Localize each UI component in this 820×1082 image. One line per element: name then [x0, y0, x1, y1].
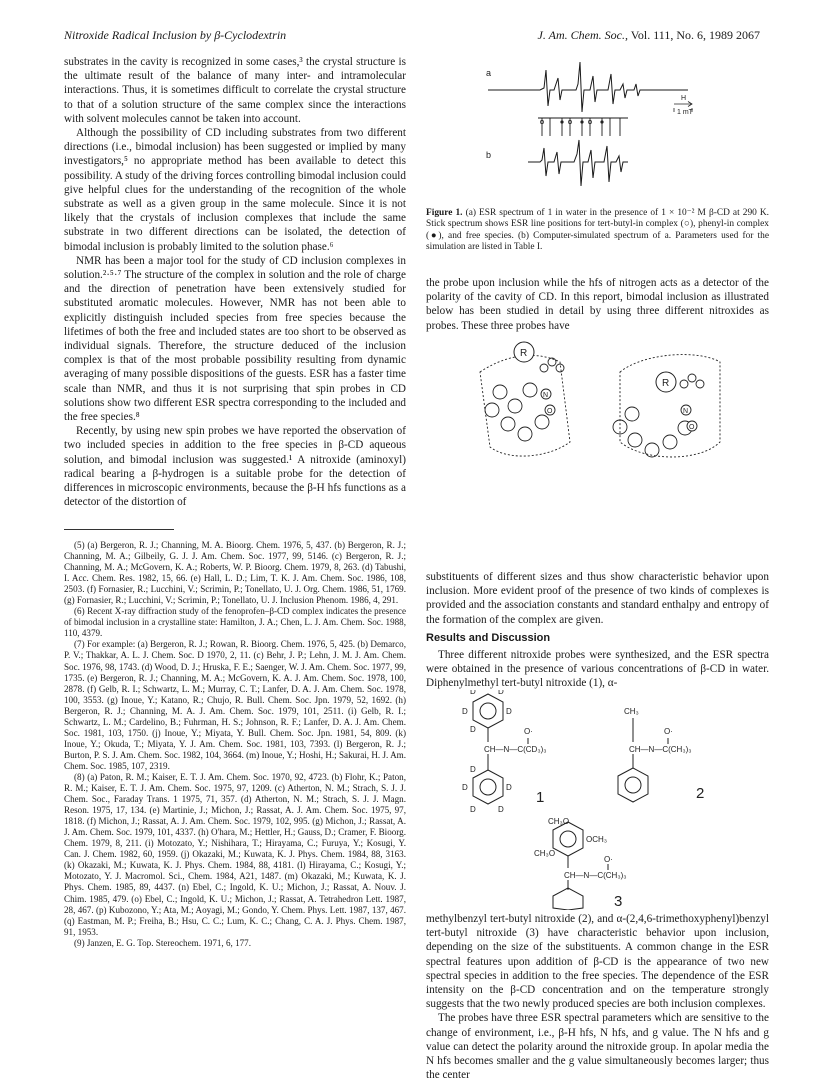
running-header-title: Nitroxide Radical Inclusion by β-Cyclodextrin: [64, 28, 287, 42]
s3-group: CH—N—C(CH₃)₃: [564, 871, 627, 880]
s1-d-10: D: [498, 805, 504, 814]
spectrum-b-trace: [528, 140, 628, 186]
n-label-right: N: [683, 408, 689, 415]
left-column: [64, 55, 406, 510]
figure-1-caption: [426, 208, 769, 254]
s2-group: CH—N—C(CH₃)₃: [629, 745, 692, 754]
n-label-left: N: [543, 392, 549, 399]
s1-d-9: D: [470, 805, 476, 814]
right-paragraph-4-text: The probes have three ESR spectral parameters which are sensitive to the change of environment, i.e., β-H hfs, N hfs, and g value. The N hfs and g value can detect the polarity around the nitroxide group. In apolar media the N hfs becomes smaller and the g value simultaneously becomes larger; thus the center: [426, 1012, 769, 1082]
s1-group: CH—N—C(CD₃)₃: [484, 745, 547, 754]
s1-ring-bottom-circle: [480, 779, 496, 795]
s1-ring-top: [473, 694, 503, 728]
reference-8: (8) (a) Paton, R. M.; Kaiser, E. T. J. Am. Chem. Soc. 1970, 92, 4723. (b) Flohr, K.; Paton, R. M.; Kaiser, E. T. J. Am. Chem. Soc. 1975, 97, 1209. (c) Atherton, N. M.; Strach, S. J. J. Chem. Soc., Faraday Trans. 1 1975, 71, 357. (d) Atherton, N. M.; Strach, S. J. J. Magn. Reson. 1975, 17, 134. (e) Martinie, J.; Michon, J.; Rassat, A. J. Am. Chem. Soc. 1975, 97, 1818. (f) Michon, J.; Rassat, A. J. Am. Chem. Soc. 1979, 102, 995. (g) Michon, J.; Rassat, A. J. Am. Chem. Soc. 1979, 101, 4337. (h) O'hara, M.; Hettler, H.; Gauss, D.; Cramer, F. Bioorg. Chem. 1979, 8, 211. (i) Motozato, Y.; Nishihara, T.; Hirayama, C.; Furuya, Y.; Kosugi, Y. Can. J. Chem. 1982, 60, 1959. (j) Okazaki, M.; Kuwata, K. J. Phys. Chem. 1984, 88, 3163. (k) Okazaki, M.; Kuwata, K. J. Phys. Chem. 1984, 88, 4181. (l) Hirayama, C.; Kosugi, Y.; Motozato, Y. J. Macromol. Sci., Chem. 1984, A21, 1487. (m) Okazaki, M.; Kuwata, K. J. Phys. Chem. 1985, 89, 4437. (n) Ebel, C.; Ingold, K. U.; Michon, J.; Rassat, A. Nouv. J. Chim. 1985, 479. (o) Ebel, C.; Ingold, K. U.; Michon, J.; Rassat, A. Tetrahedron Lett. 1987, 28, 467. (p) Kubozono, Y.; Ata, M.; Aoyagi, M.; Gondo, Y. Chem. Phys. Lett. 1987, 137, 467. (q) Eastman, M. P.; Freiha, B.; Hsu, C. C.; Lum, K. C.; Chang, C. A. J. Phys. Chem. 1987, 91, 1953.: [64, 771, 406, 937]
cyclodextrin-right: [613, 355, 720, 457]
results-section: [426, 632, 769, 691]
s3-och3: OCH₃: [586, 835, 608, 844]
scale-bar-label: 1 mT: [677, 109, 693, 116]
r-label-right: R: [662, 378, 670, 389]
s1-number: 1: [536, 789, 545, 806]
field-axis-label: H: [681, 95, 687, 102]
figure-1-caption-text: (a) ESR spectrum of 1 in water in the presence of 1 × 10⁻² M β-CD at 290 K. Stick spectrum shows ESR line positions for tert-butyl-in complex (○), phenyl-in complex (●), and free species. (b) Computer-simulated spectrum of a. Parameters used for the simulation are listed in Table I.: [426, 208, 770, 253]
s1-d-2: D: [498, 690, 504, 696]
s2-number: 2: [696, 785, 705, 802]
s2-ch3: CH₃: [624, 707, 639, 716]
s3-ring-top-circle: [560, 831, 576, 847]
s1-d-3: D: [462, 707, 468, 716]
s1-d-6: D: [470, 765, 476, 774]
journal-name: J. Am. Chem. Soc.,: [537, 28, 628, 42]
spectrum-label-a: a: [486, 68, 492, 78]
spectrum-a-trace: [488, 62, 688, 112]
bimodal-inclusion-scheme: [470, 322, 730, 492]
results-paragraph: Three different nitroxide probes were synthesized, and the ESR spectra were obtained in the presence of various concentrations of β-CD in water. Diphenylmethyl tert-butyl nitroxide (1), α-: [426, 649, 769, 690]
s3-ring-bottom: [553, 888, 583, 910]
s2-o-dot: O·: [664, 727, 673, 736]
spectrum-label-b: b: [486, 150, 492, 160]
s1-d-8: D: [506, 783, 512, 792]
s2-ring-circle: [625, 777, 641, 793]
section-title: Results and Discussion: [426, 632, 551, 644]
s3-ch3o-top: CH₃O: [548, 817, 570, 826]
paragraph-1: substrates in the cavity is recognized in some cases,³ the crystal structure is the ultimate result of the balance of many inter- and intramolecular interactions. Thus, it is sometimes difficult to correlate the crystal structure to that of a solution structure of the same complex since the interactions with solvent molecules cannot be taken into account.: [64, 56, 406, 125]
reference-9: (9) Janzen, E. G. Top. Stereochem. 1971, 6, 177.: [74, 937, 251, 948]
reference-6: (6) Recent X-ray diffraction study of the fenoprofen–β-CD complex indicates the presence of bimodal inclusion in a crystalline state: Hamilton, J. A.; Chen, L. J. Am. Chem. Soc. 1988, 110, 4379.: [64, 606, 406, 639]
right-paragraph-2-text: substituents of different sizes and thus show characteristic behavior upon inclusion. More evident proof of the presence of two kinds of complexes is provided and the association constants and standard enthalpy and entropy of the formation of the complex are given.: [426, 571, 769, 626]
s3-o-dot: O·: [604, 855, 613, 864]
s1-ring-top-circle: [480, 703, 496, 719]
s3-ring-top: [553, 822, 583, 856]
s1-d-7: D: [462, 783, 468, 792]
running-header-journal: [538, 28, 760, 43]
paragraph-3: NMR has been a major tool for the study of CD inclusion complexes in solution.²·⁵·⁷ The structure of the complex in solution and the role of charge and the direction of penetration have been extensively studied for substituted aromatic molecules. However, NMR has not been able to explicitly distinguish included species from free species because the lifetimes of both the free and included states are too short to be observed as individual signals. Therefore, the structure deduced of the inclusion complex is that of the most probable possibility resulting from dynamic averaging of many possible dispositions of the guests. ESR has a faster time scale than NMR, and thus it is not surprising that spin probes in CD solutions show two different ESR spectra corresponding to the included and the free species.⁸: [64, 254, 406, 424]
paragraph-4: Recently, by using new spin probes we have reported the observation of two included species in addition to the free species in β-CD aqueous solution, and bimodal inclusion was suggested.¹ A nitroxide (aminoxyl) radical bearing a β-hydrogen is a suitable probe for the detection of differences in microscopic environments, because the β-H hfs functions as a detector of the distortion of: [64, 425, 406, 509]
reference-7: (7) For example: (a) Bergeron, R. J.; Rowan, R. Bioorg. Chem. 1976, 5, 425. (b) Demarco, P. V.; Thakkar, A. L. J. Chem. Soc. D 1970, 2, 11. (c) Behr, J. P.; Lehn, J. M. J. Am. Chem. Soc. 1976, 98, 1743. (d) Wood, D. J.; Hruska, F. E.; Saenger, W. J. Am. Chem. Soc. 1977, 99, 1735. (e) Bergeron, R. J.; Channing, M. A.; McGovern, K. A. J. Am. Chem. Soc. 1978, 100, 2878. (f) Gelb, R. I.; Schwartz, L. M.; Murray, C. T.; Lanfer, D. A. J. Am. Chem. Soc. 1978, 100, 3553. (g) Inoue, Y.; Katano, R.; Chujo, R. Bull. Chem. Soc. Jpn. 1979, 52, 1692. (h) Bergeron, R. J.; Channing, M. A. J. Am. Chem. Soc. 1979, 101, 2511. (i) Gelb, R. I.; Schwartz, L. M.; Cardelino, B.; Fuhrman, H. S.; Johnson, R. F.; Lanfer, D. A. J. Am. Chem. Soc. 1981, 103, 1750. (j) Inoue, Y.; Miyata, Y. Bull. Chem. Soc. Jpn. 1981, 54, 809. (k) Inoue, Y.; Okuda, T.; Miyata, Y. J. Am. Chem. Soc. 1981, 103, 7393. (l) Bergeron, R. J.; Burton, P. S. J. Am. Chem. Soc. 1982, 104, 3664. (m) Inoue, Y.; Hoshi, H.; Sakurai, H. J. Am. Chem. Soc. 1985, 107, 2319.: [64, 639, 406, 771]
s1-d-1: D: [470, 690, 476, 696]
s3-number: 3: [614, 893, 623, 910]
figure-1-esr-spectra: [478, 54, 728, 202]
phenyl-right: [680, 374, 704, 388]
s1-o-dot: O·: [524, 727, 533, 736]
o-label-right: O: [689, 424, 695, 431]
footnotes: [64, 540, 406, 949]
stick-spectrum: [538, 118, 628, 136]
s2-ring: [618, 768, 648, 802]
right-paragraph-3: [426, 912, 769, 1082]
r-label-left: R: [520, 348, 528, 359]
volume-info: Vol. 111, No. 6, 1989 2067: [627, 28, 760, 42]
o-label-left: O: [547, 408, 553, 415]
right-paragraph-1-text: the probe upon inclusion while the hfs of nitrogen acts as a detector of the polarity of the cavity of CD. In this report, bimodal inclusion as illustrated below has been studied in detail by using three different nitroxides as probes. These three probes have: [426, 277, 769, 332]
phenyl-left: [540, 358, 564, 372]
figure-1-label: Figure 1.: [426, 208, 463, 218]
footnote-rule: [64, 529, 174, 530]
chemical-structures: [448, 690, 748, 910]
right-paragraph-2: [426, 570, 769, 627]
s1-ring-bottom: [473, 770, 503, 804]
paragraph-2: Although the possibility of CD including substrates from two different directions (i.e., bimodal inclusion) has been suggested or implied by many investigators,⁵ no appropriate method has been available to detect this possibility. A study of the driving forces controlling bimodal inclusion could give helpful clues for the understanding of the recognition of the whole substrate as well as a given group in the same molecule. Since it is not likely that the crystals of inclusion complexes that include the same substrate in two different directions can be isolated, the detection of bimodal inclusion is probably limited to the solution phase.⁶: [64, 127, 407, 253]
s1-d-5: D: [470, 725, 476, 734]
right-paragraph-3-text: methylbenzyl tert-butyl nitroxide (2), and α-(2,4,6-trimethoxyphenyl)benzyl tert-butyl nitroxide (3) have characteristic behavior upon inclusion, depending on the size of the substituents. A common change in the ESR spectral features upon addition of β-CD is the appearance of two new spectral species in addition to the free species. The dependence of the ESR intensity on the β-CD concentration and on the temperature strongly suggests that the two newly produced species are both inclusion complexes.: [426, 913, 769, 1011]
s1-d-4: D: [506, 707, 512, 716]
reference-5: (5) (a) Bergeron, R. J.; Channing, M. A. Bioorg. Chem. 1976, 5, 437. (b) Bergeron, R. J.; Channing, M. A.; Gilbeily, G. J. J. Am. Chem. Soc. 1977, 99, 5146. (c) Bergeron, R. J.; Channing, M. A.; McGovern, K. A.; Roberts, W. P. Bioorg. Chem. 1979, 8, 263. (d) Tabushi, I. Acc. Chem. Res. 1982, 15, 66. (e) Hall, L. D.; Lim, T. K. J. Am. Chem. Soc. 1986, 108, 2503. (f) Fornasier, R.; Lucchini, V.; Scrimin, P.; Tonellato, U. J. Org. Chem. 1986, 51, 1769. (g) Fornasier, R.; Lucchini, V.; Scrimin, P.; Tonellato, U. J. Inclusion Phenom. 1986, 4, 291.: [64, 540, 406, 606]
s3-ch3o-left: CH₃O: [534, 849, 556, 858]
